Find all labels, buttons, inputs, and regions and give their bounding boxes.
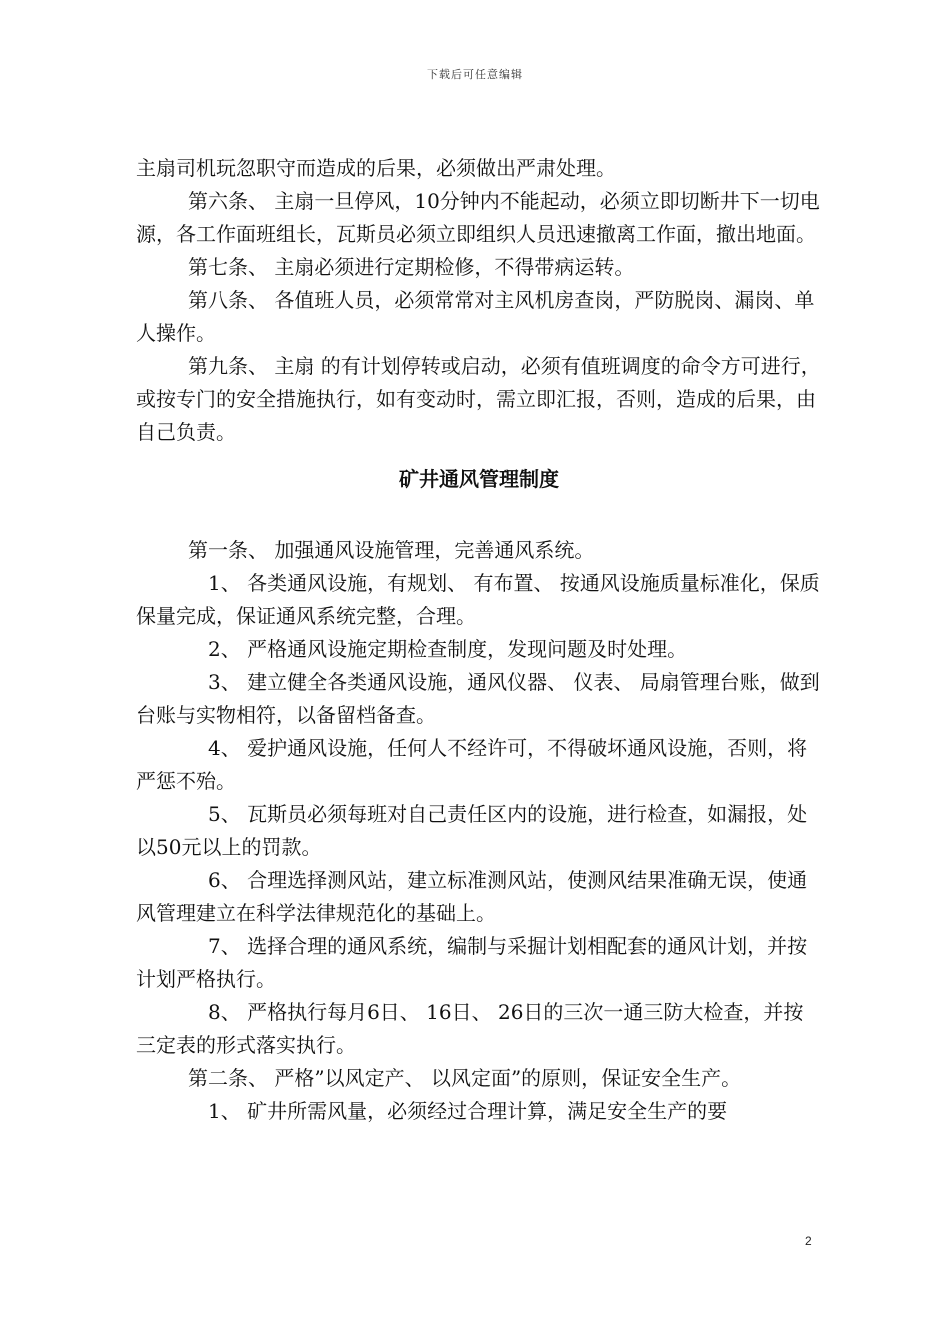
page-number: 2 <box>805 1234 812 1248</box>
article-2: 第二条、 严格”以风定产、 以风定面”的原则，保证安全生产。 <box>188 1066 742 1090</box>
list-item: 1、 矿井所需风量，必须经过合理计算，满足安全生产的要 <box>208 1099 728 1123</box>
page-header: 下载后可任意编辑 <box>427 68 523 81</box>
article-7: 第七条、 主扇必须进行定期检修，不得带病运转。 <box>188 255 635 279</box>
list-item: 8、 严格执行每月6日、 16日、 26日的三次一通三防大检查，并按三定表的形式落实执行。 <box>136 1000 804 1057</box>
list-item: 6、 合理选择测风站，建立标准测风站，使测风结果准确无误，使通风管理建立在科学法律规范化的基础上。 <box>136 868 808 925</box>
paragraph-continuation: 主扇司机玩忽职守而造成的后果，必须做出严肃处理。 <box>136 156 616 180</box>
list-item: 5、 瓦斯员必须每班对自己责任区内的设施，进行检查，如漏报，处以50元以上的罚款。 <box>136 802 808 859</box>
list-item: 3、 建立健全各类通风设施，通风仪器、 仪表、 局扇管理台账，做到台账与实物相符，以备留档备查。 <box>136 670 820 727</box>
section-title: 矿井通风管理制度 <box>399 467 559 491</box>
list-item: 4、 爱护通风设施，任何人不经许可，不得破坏通风设施，否则，将严惩不殆。 <box>136 736 808 793</box>
article-8: 第八条、 各值班人员，必须常常对主风机房查岗，严防脱岗、漏岗、单人操作。 <box>136 288 815 345</box>
article-9: 第九条、 主扇 的有计划停转或启动，必须有值班调度的命令方可进行，或按专门的安全措施执行，如有变动时，需立即汇报，否则，造成的后果，由自己负责。 <box>136 354 821 444</box>
list-item: 1、 各类通风设施，有规划、 有布置、 按通风设施质量标准化，保质保量完成，保证通风系统完整，合理。 <box>136 571 820 628</box>
list-item: 2、 严格通风设施定期检查制度，发现问题及时处理。 <box>208 637 688 661</box>
document-body <box>136 152 822 1128</box>
article-1: 第一条、 加强通风设施管理，完善通风系统。 <box>188 538 595 562</box>
list-item: 7、 选择合理的通风系统，编制与采掘计划相配套的通风计划，并按计划严格执行。 <box>136 934 808 991</box>
article-6: 第六条、 主扇一旦停风，10分钟内不能起动，必须立即切断井下一切电源，各工作面班组长，瓦斯员必须立即组织人员迅速撤离工作面，撤出地面。 <box>136 189 820 246</box>
